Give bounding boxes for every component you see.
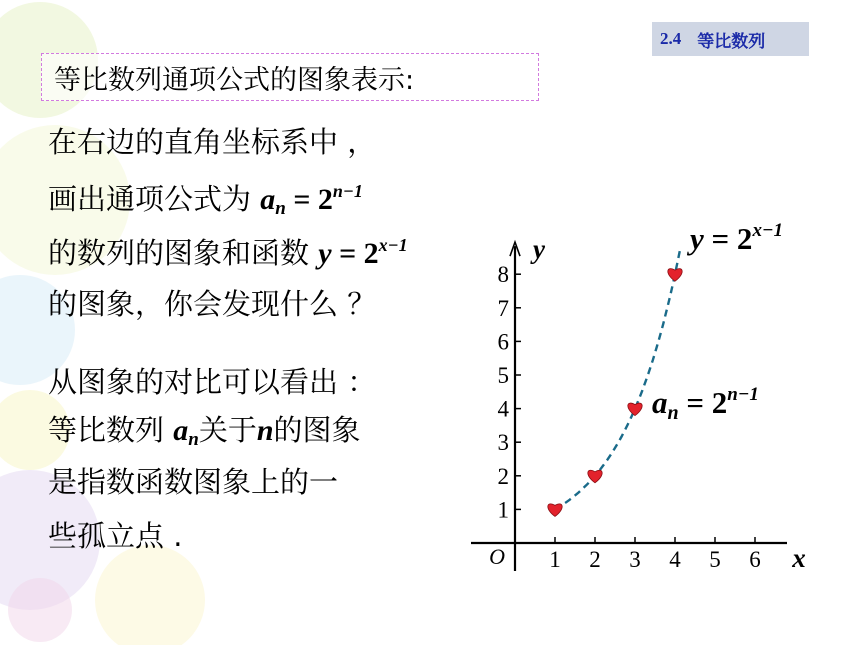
data-point-2 [588, 470, 602, 483]
y-tick-label-5: 5 [497, 363, 509, 388]
body-line-4: 的图象，你会发现什么 ？ [48, 287, 377, 321]
inline-var-n: n [256, 414, 274, 447]
y-axis-label: y [533, 234, 545, 265]
body-line-3 [48, 236, 408, 269]
x-tick-label-2: 2 [589, 547, 601, 572]
func-var-y: y [318, 237, 332, 270]
points-label [652, 384, 759, 425]
inline-var-a: a [173, 414, 189, 447]
x-axis-label: x [792, 543, 806, 573]
y-tick-label-7: 7 [497, 295, 509, 321]
curve-label-exp: x−1 [752, 220, 783, 241]
points-label-sub: n [667, 402, 679, 424]
formula-var-a: a [260, 183, 276, 216]
slide-title-text: 等比数列通项公式的图象表示: [54, 64, 415, 96]
formula-sub-n: n [275, 198, 286, 219]
body-line-6-post: 的图象 [273, 413, 361, 447]
curve-label-eq: = 2 [703, 221, 753, 256]
body-line-2 [48, 182, 363, 218]
body-line-2-text: 画出通项公式为 [48, 182, 252, 216]
curve-label-y: y [690, 221, 704, 256]
y-tick-label-4: 4 [497, 396, 509, 422]
body-line-6-mid: 关于 [198, 413, 257, 447]
data-point-1 [548, 504, 562, 517]
y-tick-label-8: 8 [497, 262, 509, 288]
body-line-6-pre: 等比数列 [48, 413, 165, 447]
body-line-3-text: 的数列的图象和函数 [48, 236, 310, 270]
x-tick-label-3: 3 [629, 547, 641, 572]
data-point-4 [668, 269, 682, 282]
points-label-exp: n−1 [727, 384, 759, 405]
body-line-8: 些孤立点 . [48, 519, 183, 553]
exponential-curve [555, 251, 680, 510]
func-exp: x−1 [378, 235, 408, 255]
inline-sub-n: n [188, 429, 199, 450]
slide-title [41, 53, 539, 101]
y-tick-label-6: 6 [497, 329, 509, 355]
body-line-6 [48, 413, 361, 450]
func-eq: = 2 [331, 237, 379, 270]
y-axis-arrow [510, 242, 520, 256]
curve-label [690, 220, 783, 257]
data-point-3 [628, 403, 642, 416]
body-line-1: 在右边的直角坐标系中 ， [48, 125, 377, 159]
section-number: 2.4 [660, 29, 682, 48]
y-tick-label-1: 1 [497, 497, 509, 523]
sequence-formula [260, 181, 363, 219]
x-tick-label-4: 4 [669, 547, 681, 572]
y-tick-label-3: 3 [497, 430, 509, 456]
section-name: 等比数列 [697, 31, 766, 51]
points-label-a: a [652, 385, 668, 420]
formula-exp: n−1 [332, 181, 363, 201]
x-tick-label-6: 6 [749, 547, 761, 572]
seq-inline [173, 414, 199, 450]
origin-label: O [489, 544, 505, 569]
n-inline [257, 414, 274, 447]
formula-eq: = 2 [285, 183, 333, 216]
function-formula [318, 237, 407, 270]
body-line-5: 从图象的对比可以看出 ： [48, 365, 377, 399]
body-line-7: 是指数函数图象上的一 [48, 465, 339, 499]
x-tick-label-5: 5 [709, 547, 721, 572]
x-tick-label-1: 1 [549, 547, 561, 572]
section-tag [652, 22, 809, 56]
points-label-eq: = 2 [678, 385, 728, 420]
y-tick-label-2: 2 [497, 463, 509, 489]
